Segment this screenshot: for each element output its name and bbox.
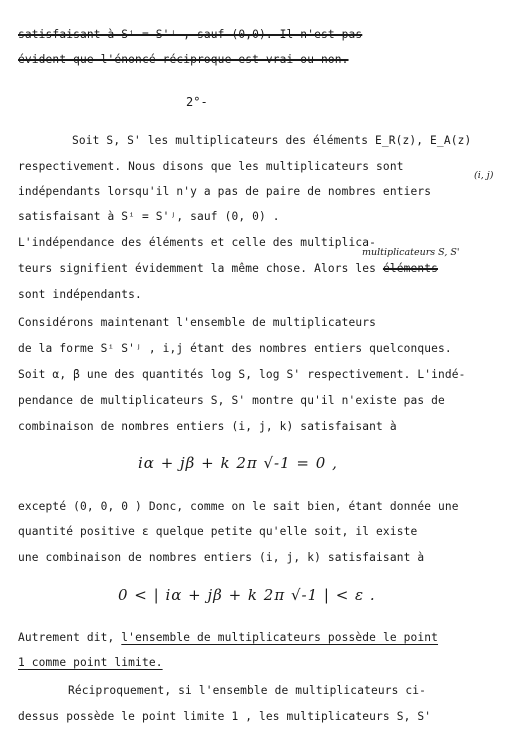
paragraph-line: dessus possède le point limite 1 , les multiplicateurs S, S' <box>18 710 432 723</box>
paragraph-line: Réciproquement, si l'ensemble de multiplicateurs ci- <box>68 684 427 697</box>
paragraph-line: de la forme Sⁱ S'ʲ , i,j étant des nombres entiers quelconques. <box>18 342 452 355</box>
section-heading: 2°- <box>186 95 208 109</box>
paragraph-line: satisfaisant à Sⁱ = S'ʲ, sauf (0, 0) . <box>18 210 280 223</box>
equation-2: 0 < | iα + jβ + k 2π √-1 | < ε . <box>118 586 376 604</box>
handwritten-insert: multiplicateurs S, S' <box>362 247 460 258</box>
paragraph-line: sont indépendants. <box>18 288 142 301</box>
struck-line-2: évident que l'énoncé réciproque est vrai ou non. <box>18 53 349 66</box>
equation-1: iα + jβ + k 2π √-1 = 0 , <box>138 454 338 472</box>
handwritten-insert: (i, j) <box>474 170 494 181</box>
paragraph-line: respectivement. Nous disons que les multiplicateurs sont <box>18 160 404 173</box>
paragraph-line: une combinaison de nombres entiers (i, j, k) satisfaisant à <box>18 551 425 564</box>
line-text: Autrement dit, <box>18 631 115 644</box>
paragraph-line: pendance de multiplicateurs S, S' montre qu'il n'existe pas de <box>18 394 445 407</box>
paragraph-line: excepté (0, 0, 0 ) Donc, comme on le sait bien, étant donnée une <box>18 500 459 513</box>
paragraph-line: L'indépendance des éléments et celle des multiplica- <box>18 236 377 249</box>
underlined-phrase: l'ensemble de multiplicateurs possède le point <box>121 631 439 644</box>
paragraph-line <box>18 262 438 275</box>
paragraph-line: combinaison de nombres entiers (i, j, k) satisfaisant à <box>18 420 397 433</box>
paragraph-line: quantité positive ε quelque petite qu'elle soit, il existe <box>18 525 418 538</box>
paragraph-line <box>18 631 438 644</box>
underlined-phrase-continued: 1 comme point limite. <box>18 656 163 669</box>
paragraph-line: Soit S, S' les multiplicateurs des éléments E_R(z), E_A(z) <box>72 134 472 147</box>
paragraph-line: indépendants lorsqu'il n'y a pas de paire de nombres entiers <box>18 185 432 198</box>
paragraph-line: Soit α, β une des quantités log S, log S' respectivement. L'indé- <box>18 368 466 381</box>
struck-word: éléments <box>382 262 439 275</box>
struck-line-1: satisfaisant à Sⁱ = S'ʲ , sauf (0,0). Il n'est pas <box>18 28 363 41</box>
paragraph-line: Considérons maintenant l'ensemble de multiplicateurs <box>18 316 377 329</box>
line-text: teurs signifient évidemment la même chose. Alors les <box>18 262 377 275</box>
